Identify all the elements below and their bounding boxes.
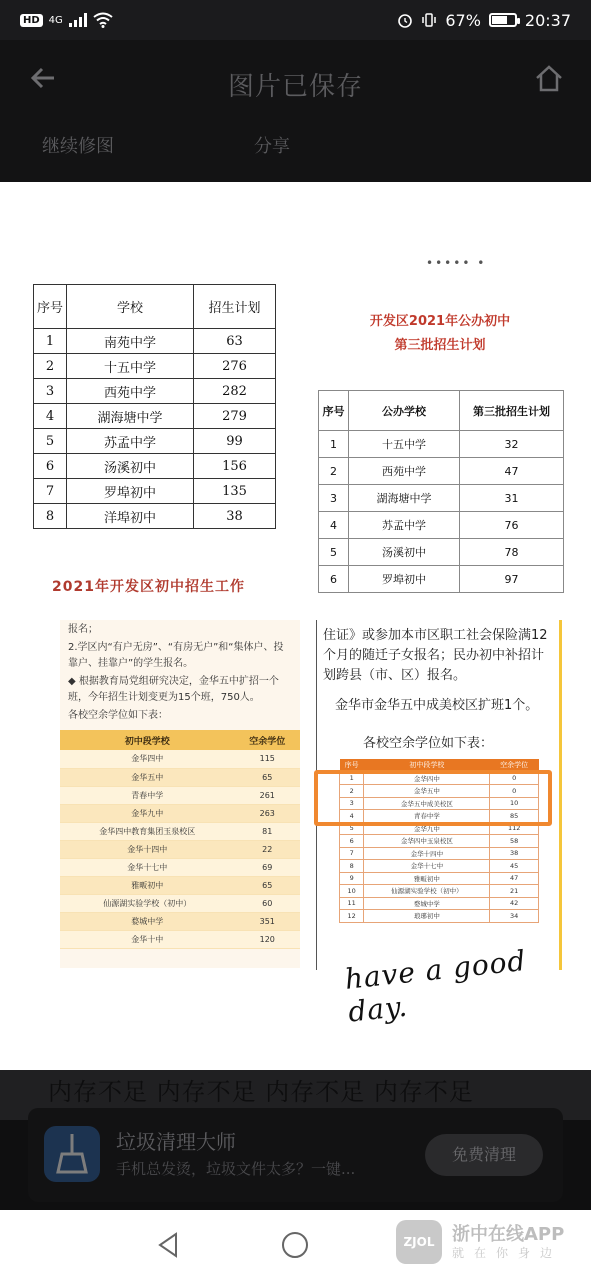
table-cell: 0 [490, 772, 539, 785]
table-cell: 12 [340, 910, 364, 923]
saved-image[interactable] [0, 182, 591, 1070]
clock: 20:37 [524, 10, 571, 30]
battery-percent: 67% [445, 10, 481, 30]
table-cell: 351 [235, 912, 300, 930]
home-icon[interactable] [533, 62, 565, 94]
table-cell: 22 [235, 840, 300, 858]
table-cell: 21 [490, 885, 539, 898]
table-cell: 3 [319, 485, 349, 512]
table-cell: 1 [34, 329, 67, 354]
table-cell: 11 [340, 897, 364, 910]
table-cell: 4 [319, 512, 349, 539]
doc-paragraph: 各校空余学位如下表： [363, 736, 494, 751]
table-cell: 西苑中学 [67, 379, 194, 404]
table-cell: 10 [340, 885, 364, 898]
ad-card[interactable] [28, 1108, 563, 1202]
table-header: 公办学校 [349, 391, 460, 431]
table-cell: 5 [319, 539, 349, 566]
table-cell: 5 [340, 822, 364, 835]
third-batch-title [318, 310, 562, 358]
table-row [340, 835, 539, 848]
table-cell: 金华五中 [60, 768, 235, 786]
table-cell: 仙源湖实验学校（初中） [364, 885, 490, 898]
ad-description: 手机总发烫，垃圾文件太多？一键... [116, 1160, 356, 1178]
share-button[interactable]: 分享 [254, 136, 290, 157]
table-header: 空余学位 [490, 759, 539, 772]
table-cell: 5 [34, 429, 67, 454]
table-cell: 38 [194, 504, 276, 529]
table-cell: 金华九中 [60, 804, 235, 822]
handwritten-text: have a good day. [343, 943, 528, 1029]
table-cell: 苏孟中学 [349, 512, 460, 539]
table-cell: 汤溪初中 [349, 539, 460, 566]
table-cell: 7 [34, 479, 67, 504]
table-cell: 85 [490, 810, 539, 823]
table-cell: 2 [34, 354, 67, 379]
app-header [0, 40, 591, 182]
vacancy-table-left [60, 730, 300, 949]
table-cell: 112 [490, 822, 539, 835]
table-cell: 76 [460, 512, 564, 539]
table-cell: 47 [490, 872, 539, 885]
ad-title: 垃圾清理大师 [116, 1130, 236, 1154]
table-cell: 99 [194, 429, 276, 454]
table-row [340, 910, 539, 923]
table-row [60, 768, 300, 786]
table-cell: 69 [235, 858, 300, 876]
table-cell: 雅畈初中 [364, 872, 490, 885]
table-cell: 65 [235, 876, 300, 894]
table-row [60, 822, 300, 840]
table-cell: 9 [340, 872, 364, 885]
table-cell: 45 [490, 860, 539, 873]
table-header: 招生计划 [194, 285, 276, 329]
network-label: 4G [48, 14, 63, 26]
table-row [319, 539, 564, 566]
table-header: 序号 [34, 285, 67, 329]
table-cell: 十五中学 [349, 431, 460, 458]
battery-icon [489, 13, 517, 27]
table-cell: 38 [490, 847, 539, 860]
table-cell: 6 [34, 454, 67, 479]
table-cell: 42 [490, 897, 539, 910]
table-cell: 洋埠初中 [67, 504, 194, 529]
table-cell: 青春中学 [60, 786, 235, 804]
highlight-box [314, 770, 552, 826]
table-row [340, 847, 539, 860]
third-batch-title-line1: 开发区2021年公办初中 [369, 314, 511, 329]
status-bar [0, 0, 591, 40]
table-cell: 78 [460, 539, 564, 566]
vacancy-doc-left [60, 620, 300, 968]
wifi-icon [93, 12, 113, 28]
table-cell: 仙源湖实验学校（初中） [60, 894, 235, 912]
table-row [60, 804, 300, 822]
table-cell: 4 [340, 810, 364, 823]
table-cell: 湖海塘中学 [67, 404, 194, 429]
table-header: 初中段学校 [364, 759, 490, 772]
low-memory-text: 内存不足 内存不足 内存不足 内存不足 [48, 1078, 474, 1106]
table-cell: 97 [460, 566, 564, 593]
table-row [34, 379, 276, 404]
table-cell: 金华十中 [60, 930, 235, 948]
table-row [60, 930, 300, 948]
table-header: 序号 [340, 759, 364, 772]
table-header: 空余学位 [235, 730, 300, 750]
table-cell: 3 [34, 379, 67, 404]
table-header: 第三批招生计划 [460, 391, 564, 431]
third-batch-table-clip [318, 390, 564, 602]
doc-paragraph: 各校空余学位如下表： [68, 710, 168, 721]
table-cell: 32 [460, 431, 564, 458]
watermark-title: 浙中在线APP [452, 1224, 565, 1245]
enrollment-work-title: 2021年开发区初中招生工作 [52, 579, 245, 595]
broom-icon [44, 1126, 100, 1182]
navigation-bar [0, 1210, 591, 1280]
table-cell: 金华十四中 [60, 840, 235, 858]
table-cell: 金华五中 [364, 785, 490, 798]
table-cell: 263 [235, 804, 300, 822]
watermark-subtitle: 就在你身边 [452, 1246, 563, 1260]
table-row [340, 885, 539, 898]
table-row [60, 894, 300, 912]
table-row [60, 786, 300, 804]
table-row [319, 431, 564, 458]
table-cell: 十五中学 [67, 354, 194, 379]
table-cell: 金华四中教育集团玉泉校区 [60, 822, 235, 840]
table-cell: 金华五中成美校区 [364, 797, 490, 810]
table-row [34, 429, 276, 454]
table-header: 初中段学校 [60, 730, 235, 750]
table-header: 序号 [319, 391, 349, 431]
alarm-icon [397, 12, 413, 28]
table-cell: 婺城中学 [364, 897, 490, 910]
enrollment-table [33, 284, 276, 529]
table-row [60, 858, 300, 876]
table-row [60, 912, 300, 930]
table-cell: 8 [34, 504, 67, 529]
table-row [319, 458, 564, 485]
watermark-logo: ZJOL [396, 1220, 442, 1264]
table-cell: 135 [194, 479, 276, 504]
table-row [34, 454, 276, 479]
table-cell: 琅琊初中 [364, 910, 490, 923]
table-row [60, 840, 300, 858]
vibrate-icon [421, 12, 437, 28]
continue-edit-button[interactable]: 继续修图 [42, 136, 114, 157]
table-cell: 金华十七中 [60, 858, 235, 876]
table-row [34, 354, 276, 379]
table-cell: 金华十四中 [364, 847, 490, 860]
table-cell: 6 [340, 835, 364, 848]
table-cell: 115 [235, 750, 300, 768]
table-cell: 282 [194, 379, 276, 404]
table-cell: 雅畈初中 [60, 876, 235, 894]
table-cell: 金华四中 [60, 750, 235, 768]
table-cell: 金华十七中 [364, 860, 490, 873]
table-cell: 金华九中 [364, 822, 490, 835]
table-cell: 261 [235, 786, 300, 804]
table-cell: 苏孟中学 [67, 429, 194, 454]
table-cell: 279 [194, 404, 276, 429]
table-cell: 8 [340, 860, 364, 873]
table-cell: 汤溪初中 [67, 454, 194, 479]
table-cell: 罗埠初中 [349, 566, 460, 593]
table-row [340, 860, 539, 873]
table-row [319, 485, 564, 512]
table-cell: 65 [235, 768, 300, 786]
hd-badge: HD [20, 14, 43, 27]
doc-paragraph: 金华市金华五中成美校区扩班1个。 [335, 698, 539, 713]
table-row [319, 566, 564, 593]
table-cell: 63 [194, 329, 276, 354]
table-row [34, 479, 276, 504]
table-cell: 3 [340, 797, 364, 810]
third-batch-title-line2: 第三批招生计划 [394, 338, 486, 353]
table-cell: 西苑中学 [349, 458, 460, 485]
table-cell: 58 [490, 835, 539, 848]
signal-icon [69, 13, 87, 27]
table-cell: 6 [319, 566, 349, 593]
nav-back-icon[interactable] [156, 1232, 180, 1258]
page-title: 图片已保存 [227, 72, 363, 102]
image-dots: ••••• • [426, 256, 487, 270]
doc-paragraph: 住证》或参加本市区职工社会保险满12个月的随迁子女报名；民办初中补招计划跨县（市、区）报名。 [323, 628, 548, 683]
table-cell: 2 [319, 458, 349, 485]
third-batch-table [318, 390, 564, 593]
doc-paragraph: 2.学区内“有户无房”、“有房无户”和“集体户、投靠户、挂靠户”的学生报名。 [68, 642, 284, 669]
table-cell: 156 [194, 454, 276, 479]
table-cell: 276 [194, 354, 276, 379]
doc-paragraph: ◆ 根据教育局党组研究决定，金华五中扩招一个班，今年招生计划变更为15个班，750人。 [68, 676, 279, 703]
table-cell: 31 [460, 485, 564, 512]
table-row [60, 876, 300, 894]
table-cell: 10 [490, 797, 539, 810]
nav-home-icon[interactable] [282, 1232, 308, 1258]
table-cell: 4 [34, 404, 67, 429]
table-cell: 2 [340, 785, 364, 798]
table-cell: 婺城中学 [60, 912, 235, 930]
doc-paragraph: 报名； [68, 624, 98, 635]
table-cell: 81 [235, 822, 300, 840]
table-cell: 47 [460, 458, 564, 485]
table-cell: 34 [490, 910, 539, 923]
table-cell: 120 [235, 930, 300, 948]
table-cell: 60 [235, 894, 300, 912]
table-cell: 0 [490, 785, 539, 798]
table-row [340, 872, 539, 885]
table-row [34, 404, 276, 429]
table-cell: 7 [340, 847, 364, 860]
table-cell: 金华四中玉泉校区 [364, 835, 490, 848]
table-header: 学校 [67, 285, 194, 329]
table-row [34, 329, 276, 354]
table-row [319, 512, 564, 539]
table-cell: 1 [319, 431, 349, 458]
free-clean-button[interactable]: 免费清理 [425, 1134, 543, 1176]
table-row [34, 504, 276, 529]
table-cell: 罗埠初中 [67, 479, 194, 504]
table-cell: 青春中学 [364, 810, 490, 823]
table-cell: 南苑中学 [67, 329, 194, 354]
table-cell: 1 [340, 772, 364, 785]
table-row [60, 750, 300, 768]
table-cell: 湖海塘中学 [349, 485, 460, 512]
table-cell: 金华四中 [364, 772, 490, 785]
table-row [340, 897, 539, 910]
